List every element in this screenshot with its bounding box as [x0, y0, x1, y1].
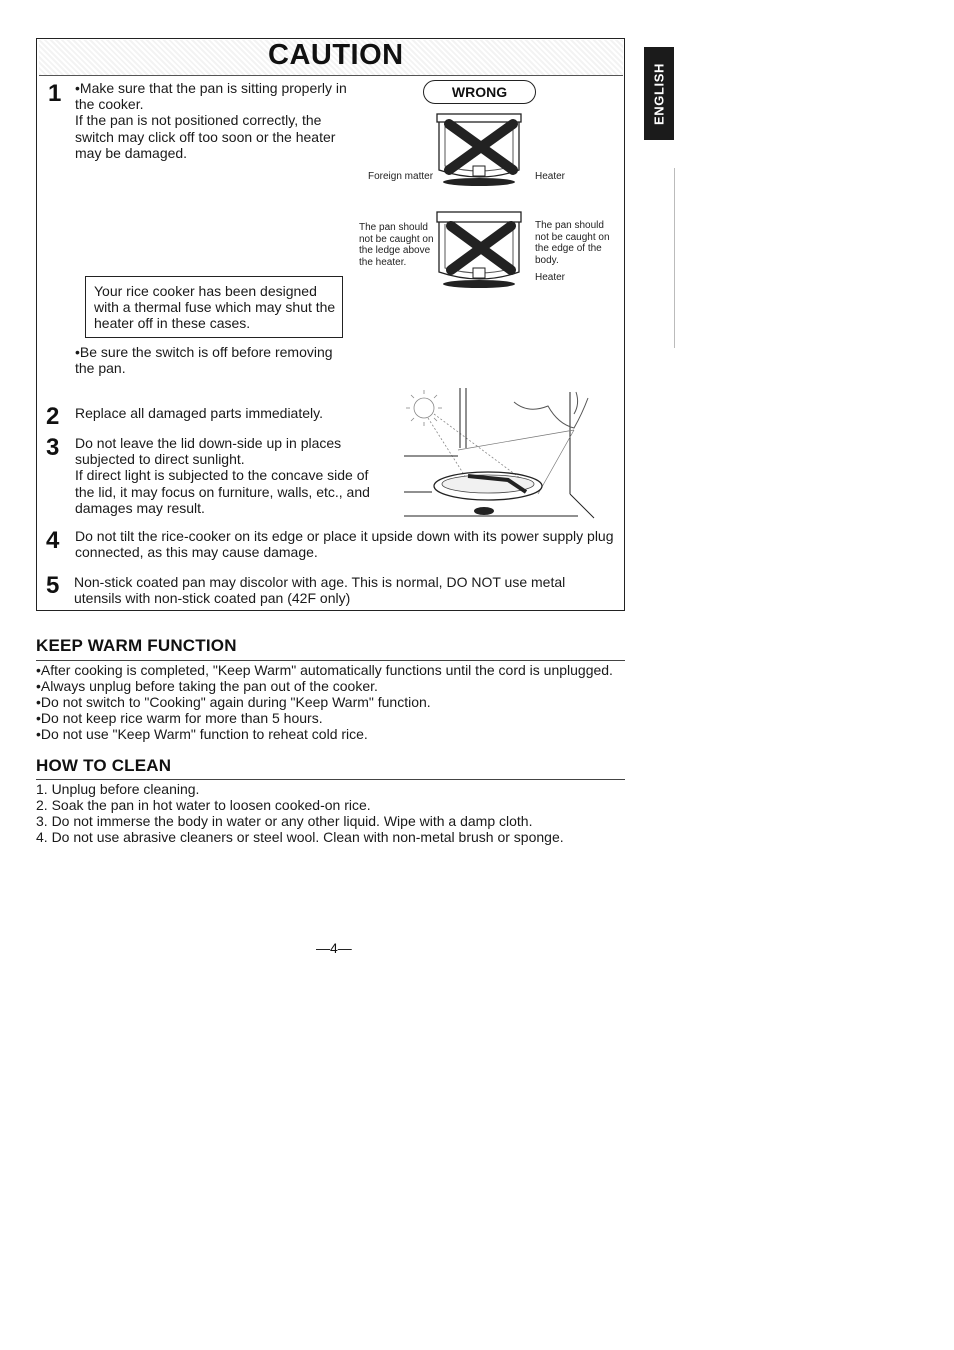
item-number-5: 5: [46, 572, 60, 599]
item-1-text: •Make sure that the pan is sitting properly in the cooker. If the pan is not positioned correctly, the switch may click off too soon or the heater may be damaged.: [75, 80, 347, 161]
heater-label-1: Heater: [535, 171, 566, 182]
foreign-matter-label: Foreign matter: [368, 171, 434, 182]
item-number-3: 3: [46, 434, 60, 461]
keep-warm-item: •Do not keep rice warm for more than 5 hours.: [36, 710, 323, 727]
pan-ledge-note: The pan should not be caught on the ledge above the heater.: [359, 222, 434, 268]
clean-step: 3. Do not immerse the body in water or any other liquid. Wipe with a damp cloth.: [36, 813, 533, 830]
how-to-clean-rule: [36, 779, 625, 780]
keep-warm-item: •Do not switch to "Cooking" again during "Keep Warm" function.: [36, 694, 431, 711]
wrong-label: WRONG: [423, 80, 536, 104]
switch-off-note: •Be sure the switch is off before removing the pan.: [75, 344, 333, 377]
keep-warm-item: •Always unplug before taking the pan out of the cooker.: [36, 678, 378, 695]
item-number-2: 2: [46, 403, 60, 430]
clean-step: 1. Unplug before cleaning.: [36, 781, 200, 797]
keep-warm-item: •After cooking is completed, "Keep Warm" automatically functions until the cord is unplugged.: [36, 662, 613, 678]
caution-title: CAUTION: [268, 39, 404, 71]
language-tab: [644, 47, 674, 140]
keep-warm-heading: KEEP WARM FUNCTION: [36, 636, 237, 655]
page-number: —4—: [316, 940, 352, 956]
margin-rule: [674, 168, 675, 348]
item-number-4: 4: [46, 527, 60, 554]
item-5-text: Non-stick coated pan may discolor with age. This is normal, DO NOT use metal utensils with non-stick coated pan (42F only): [74, 574, 566, 607]
wrong-pan-diagram-1: [425, 108, 535, 188]
heater-label-2: Heater: [535, 272, 566, 283]
item-number-1: 1: [48, 80, 62, 107]
item-2-text: Replace all damaged parts immediately.: [75, 405, 323, 421]
item-4-text: Do not tilt the rice-cooker on its edge or place it upside down with its power supply plug connected, as this may cause damage.: [75, 528, 614, 561]
clean-step: 2. Soak the pan in hot water to loosen cooked-on rice.: [36, 797, 371, 814]
sunlight-lid-illustration: [398, 384, 610, 524]
item-3-text: Do not leave the lid down-side up in places subjected to direct sunlight. If direct light is subjected to the concave side of the lid, it may focus on furniture, walls, etc., and damages may result.: [75, 435, 370, 516]
pan-edge-note: The pan should not be caught on the edge of the body.: [535, 220, 610, 266]
how-to-clean-heading: HOW TO CLEAN: [36, 756, 172, 775]
language-tab-label: ENGLISH: [651, 62, 667, 125]
keep-warm-rule: [36, 660, 625, 661]
keep-warm-list: [36, 662, 613, 742]
wrong-pan-diagram-2: [425, 206, 535, 290]
keep-warm-item: •Do not use "Keep Warm" function to reheat cold rice.: [36, 726, 368, 743]
clean-step: 4. Do not use abrasive cleaners or steel wool. Clean with non-metal brush or sponge.: [36, 829, 564, 846]
thermal-fuse-note: Your rice cooker has been designed with a thermal fuse which may shut the heater off in these cases.: [94, 283, 336, 332]
how-to-clean-list: [36, 781, 564, 845]
